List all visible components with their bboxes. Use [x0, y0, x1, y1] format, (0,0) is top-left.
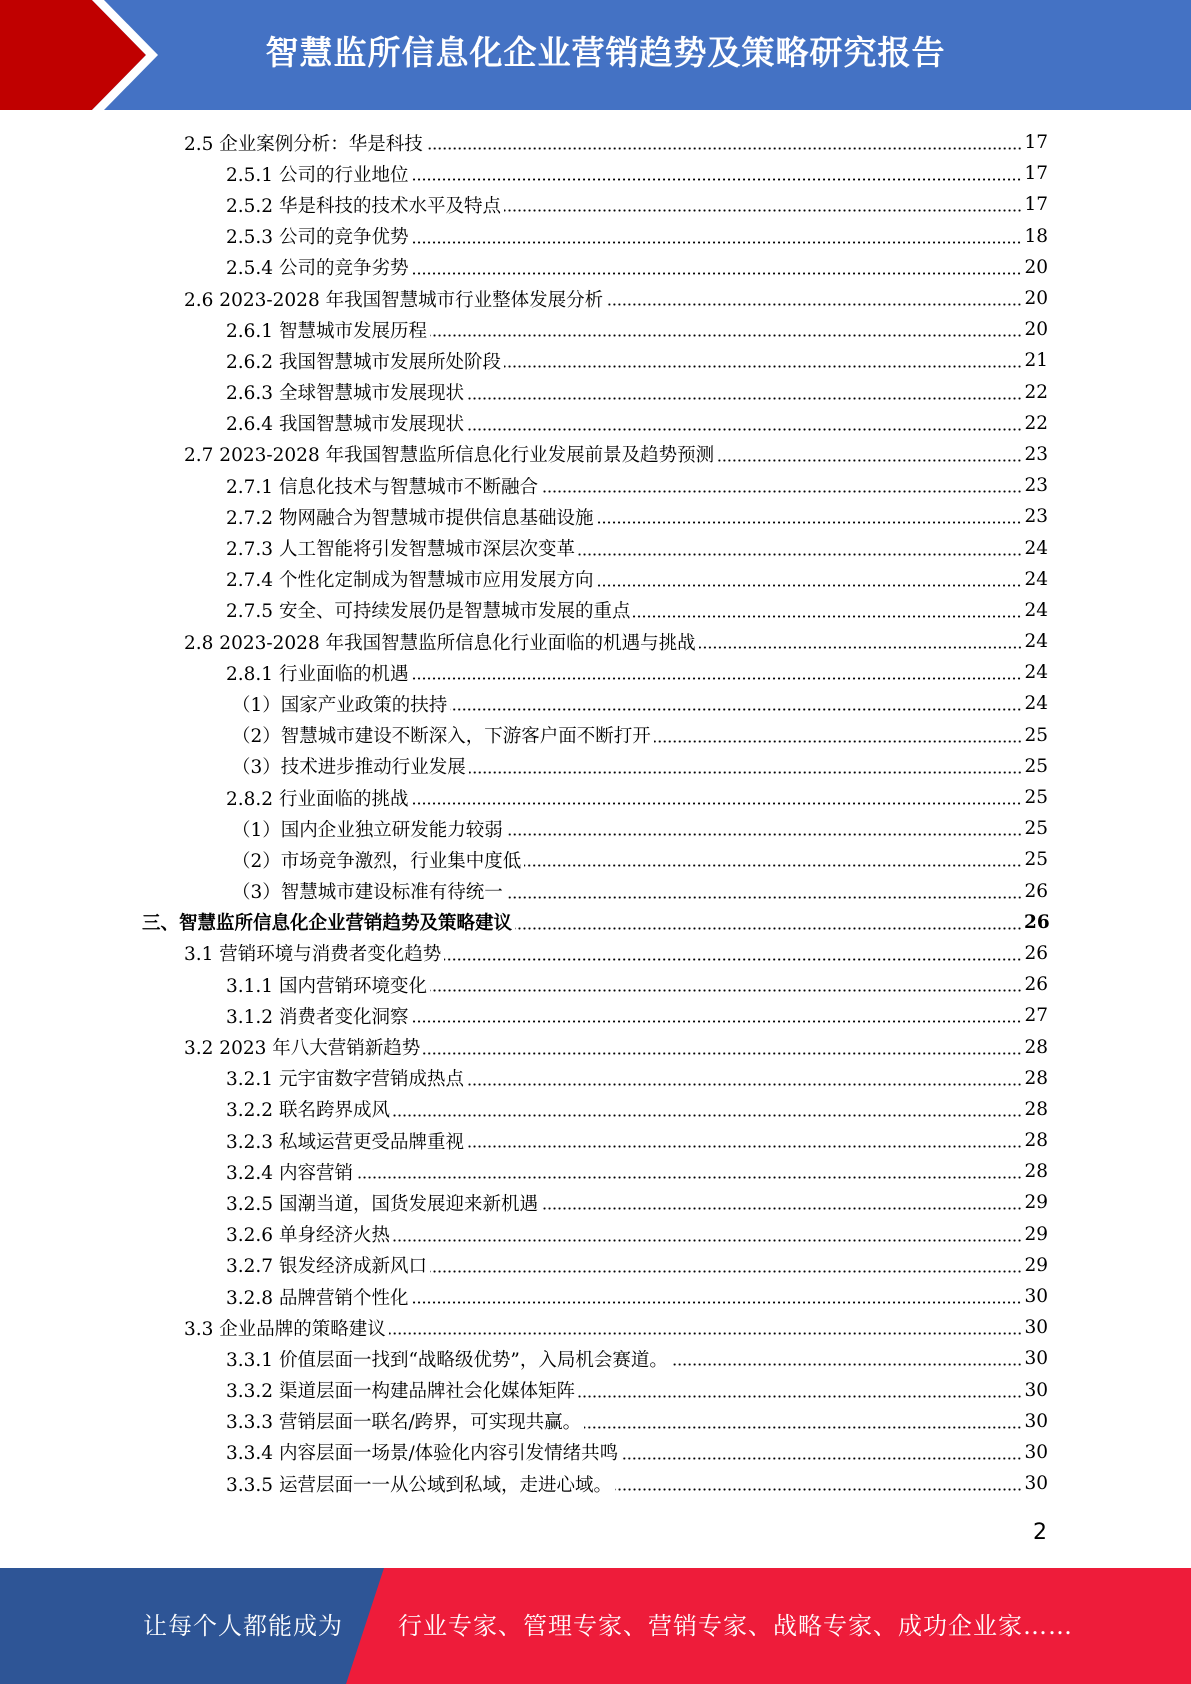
toc-dot-leader [467, 1082, 1022, 1087]
toc-dot-leader [717, 458, 1022, 463]
toc-entry-title: 3.2.8 品牌营销个性化 [226, 1287, 409, 1309]
toc-entry-title: 2.5.4 公司的竞争劣势 [226, 258, 409, 280]
toc-dot-leader [467, 1144, 1022, 1149]
toc-dot-leader [426, 146, 1022, 151]
toc-entry-title: 2.7.3 人工智能将引发智慧城市深层次变革 [226, 539, 575, 561]
toc-dot-leader [506, 832, 1022, 837]
toc-entry-page: 24 [1024, 631, 1048, 653]
toc-dot-leader [654, 739, 1022, 744]
toc-entry[interactable] [0, 813, 1191, 844]
toc-entry-page: 28 [1024, 1036, 1048, 1058]
toc-entry-title: 2.5.3 公司的竞争优势 [226, 227, 409, 249]
toc-entry[interactable] [0, 408, 1191, 439]
toc-entry-page: 30 [1024, 1473, 1048, 1495]
toc-entry-title: 3.2.1 元宇宙数字营销成热点 [226, 1069, 464, 1091]
toc-dot-leader [411, 801, 1022, 806]
toc-dot-leader [621, 1456, 1022, 1461]
toc-entry-title: 3.2.2 联名跨界成风 [226, 1100, 390, 1122]
toc-entry[interactable] [0, 1000, 1191, 1031]
toc-entry-title: 3.1.1 国内营销环境变化 [226, 975, 427, 997]
toc-entry-page: 25 [1024, 724, 1048, 746]
toc-entry-page: 17 [1024, 132, 1048, 154]
toc-entry-page: 30 [1024, 1286, 1048, 1308]
page-number: 2 [1033, 1520, 1047, 1545]
toc-entry[interactable] [0, 283, 1191, 314]
toc-entry[interactable] [0, 470, 1191, 501]
toc-entry-page: 21 [1024, 350, 1048, 372]
toc-entry-title: 3.3.2 渠道层面一构建品牌社会化媒体矩阵 [226, 1381, 575, 1403]
toc-entry-title: 3.3.4 内容层面一场景/体验化内容引发情绪共鸣 [226, 1443, 619, 1465]
toc-entry-page: 17 [1024, 194, 1048, 216]
toc-dot-leader [389, 1331, 1022, 1336]
toc-entry-title: 3.1.2 消费者变化洞察 [226, 1006, 409, 1028]
toc-entry[interactable] [0, 189, 1191, 220]
toc-entry[interactable] [0, 876, 1191, 907]
toc-entry-title: 2.6.1 智慧城市发展历程 [226, 320, 427, 342]
toc-dot-leader [430, 1269, 1022, 1274]
toc-dot-leader [506, 895, 1022, 900]
toc-entry[interactable] [0, 1375, 1191, 1406]
toc-entry[interactable] [0, 938, 1191, 969]
toc-dot-leader [467, 427, 1022, 432]
toc-entry-page: 20 [1024, 288, 1048, 310]
toc-dot-leader [504, 208, 1022, 213]
toc-entry-title: 3.3.3 营销层面一联名/跨界，可实现共赢。 [226, 1412, 582, 1434]
toc-entry-page: 26 [1024, 974, 1048, 996]
page-footer [0, 1568, 1191, 1684]
toc-entry-title: 2.7.1 信息化技术与智慧城市不断融合 [226, 476, 538, 498]
toc-dot-leader [578, 552, 1022, 557]
toc-entry[interactable] [0, 688, 1191, 719]
toc-dot-leader [541, 489, 1022, 494]
toc-entry[interactable] [0, 345, 1191, 376]
toc-entry-title: 2.7.2 物网融合为智慧城市提供信息基础设施 [226, 507, 594, 529]
toc-entry-page: 28 [1024, 1098, 1048, 1120]
toc-entry[interactable] [0, 907, 1191, 938]
toc-dot-leader [411, 240, 1022, 245]
toc-dot-leader [469, 770, 1022, 775]
toc-entry-page: 28 [1024, 1130, 1048, 1152]
toc-entry[interactable] [0, 532, 1191, 563]
toc-dot-leader [578, 1394, 1022, 1399]
toc-dot-leader [671, 1362, 1022, 1367]
toc-dot-leader [633, 614, 1022, 619]
toc-dot-leader [596, 520, 1022, 525]
toc-entry[interactable] [0, 720, 1191, 751]
toc-entry-title: 3.3.1 价值层面一找到“战略级优势”，入局机会赛道。 [226, 1349, 668, 1371]
toc-entry-page: 22 [1024, 412, 1048, 434]
toc-entry-page: 30 [1024, 1441, 1048, 1463]
toc-entry-title: 3.2.4 内容营销 [226, 1162, 353, 1184]
toc-entry-page: 28 [1024, 1161, 1048, 1183]
toc-entry-page: 23 [1024, 443, 1048, 465]
toc-dot-leader [584, 1425, 1022, 1430]
toc-dot-leader [699, 645, 1022, 650]
toc-entry-title: （3）技术进步推动行业发展 [232, 757, 466, 779]
toc-entry-page: 25 [1024, 787, 1048, 809]
toc-entry-page: 24 [1024, 662, 1048, 684]
toc-entry-page: 18 [1024, 225, 1048, 247]
toc-entry-title: 2.7.5 安全、可持续发展仍是智慧城市发展的重点 [226, 601, 631, 623]
toc-entry[interactable] [0, 439, 1191, 470]
toc-entry-title: （2）智慧城市建设不断深入，下游客户面不断打开 [232, 726, 651, 748]
toc-entry-title: 3.2.5 国潮当道，国货发展迎来新机遇 [226, 1193, 538, 1215]
toc-dot-leader [411, 1019, 1022, 1024]
toc-entry-title: 2.6.4 我国智慧城市发展现状 [226, 414, 464, 436]
toc-entry-page: 30 [1024, 1410, 1048, 1432]
toc-entry[interactable] [0, 564, 1191, 595]
toc-entry-page: 26 [1024, 942, 1048, 964]
toc-entry-page: 29 [1024, 1192, 1048, 1214]
toc-entry-page: 24 [1024, 568, 1048, 590]
toc-entry[interactable] [0, 782, 1191, 813]
toc-entry-title: 2.8 2023-2028 年我国智慧监所信息化行业面临的机遇与挑战 [184, 632, 696, 654]
toc-entry-page: 30 [1024, 1348, 1048, 1370]
toc-entry[interactable] [0, 969, 1191, 1000]
toc-entry[interactable] [0, 158, 1191, 189]
toc-dot-leader [515, 926, 1022, 931]
toc-entry-page: 25 [1024, 755, 1048, 777]
toc-dot-leader [524, 863, 1022, 868]
toc-entry[interactable] [0, 1125, 1191, 1156]
toc-dot-leader [541, 1206, 1022, 1211]
toc-entry-page: 24 [1024, 693, 1048, 715]
toc-dot-leader [393, 1113, 1022, 1118]
toc-entry-title: （1）国家产业政策的扶持 [232, 694, 448, 716]
toc-entry-page: 25 [1024, 849, 1048, 871]
toc-entry[interactable] [0, 1187, 1191, 1218]
toc-entry[interactable] [0, 1250, 1191, 1281]
toc-entry-title: （1）国内企业独立研发能力较弱 [232, 819, 503, 841]
toc-entry[interactable] [0, 844, 1191, 875]
toc-entry[interactable] [0, 127, 1191, 158]
toc-dot-leader [411, 676, 1022, 681]
toc-entry-title: 2.8.2 行业面临的挑战 [226, 788, 409, 810]
toc-entry-page: 17 [1024, 163, 1048, 185]
toc-entry-title: 3.2.7 银发经济成新风口 [226, 1256, 427, 1278]
toc-entry-page: 29 [1024, 1254, 1048, 1276]
toc-entry[interactable] [0, 1281, 1191, 1312]
toc-dot-leader [423, 1051, 1022, 1056]
toc-entry[interactable] [0, 1156, 1191, 1187]
toc-entry-page: 30 [1024, 1317, 1048, 1339]
toc-entry-page: 20 [1024, 319, 1048, 341]
toc-entry-title: （3）智慧城市建设标准有待统一 [232, 882, 503, 904]
toc-entry[interactable] [0, 1094, 1191, 1125]
toc-entry-title: 3.2.6 单身经济火热 [226, 1225, 390, 1247]
toc-entry-title: 2.7 2023-2028 年我国智慧监所信息化行业发展前景及趋势预测 [184, 445, 715, 467]
toc-dot-leader [444, 957, 1022, 962]
toc-entry-page: 28 [1024, 1067, 1048, 1089]
toc-entry-title: 2.5 企业案例分析：华是科技 [184, 133, 423, 155]
toc-entry-title: （2）市场竞争激烈，行业集中度低 [232, 850, 522, 872]
footer-slogan-left: 让每个人都能成为 [143, 1612, 343, 1640]
toc-dot-leader [393, 1238, 1022, 1243]
toc-entry[interactable] [0, 657, 1191, 688]
toc-entry-title: 2.6 2023-2028 年我国智慧城市行业整体发展分析 [184, 289, 604, 311]
toc-entry-title: 3.3 企业品牌的策略建议 [184, 1318, 386, 1340]
toc-entry-title: 2.7.4 个性化定制成为智慧城市应用发展方向 [226, 570, 594, 592]
toc-entry-title: 3.3.5 运营层面一一从公域到私域，走进心域。 [226, 1474, 612, 1496]
toc-entry-title: 三、智慧监所信息化企业营销趋势及策略建议 [142, 913, 513, 935]
toc-entry-title: 2.5.2 华是科技的技术水平及特点 [226, 195, 501, 217]
footer-slogan-right: 行业专家、管理专家、营销专家、战略专家、成功企业家…… [398, 1612, 1073, 1640]
toc-dot-leader [430, 333, 1022, 338]
toc-entry-page: 23 [1024, 475, 1048, 497]
toc-entry[interactable] [0, 595, 1191, 626]
toc-entry[interactable] [0, 626, 1191, 657]
toc-entry-title: 2.8.1 行业面临的机遇 [226, 663, 409, 685]
toc-entry-title: 3.2.3 私域运营更受品牌重视 [226, 1131, 464, 1153]
toc-entry-page: 30 [1024, 1379, 1048, 1401]
toc-dot-leader [430, 988, 1022, 993]
toc-dot-leader [615, 1487, 1022, 1492]
toc-entry-page: 29 [1024, 1223, 1048, 1245]
toc-entry[interactable] [0, 221, 1191, 252]
toc-entry-page: 24 [1024, 599, 1048, 621]
toc-entry-title: 2.5.1 公司的行业地位 [226, 164, 409, 186]
toc-entry-page: 24 [1024, 537, 1048, 559]
toc-entry-page: 20 [1024, 256, 1048, 278]
toc-dot-leader [467, 396, 1022, 401]
toc-dot-leader [411, 271, 1022, 276]
toc-entry-page: 26 [1024, 911, 1050, 933]
toc-dot-leader [450, 707, 1022, 712]
toc-entry[interactable] [0, 1468, 1191, 1499]
toc-entry[interactable] [0, 1343, 1191, 1374]
toc-entry[interactable] [0, 252, 1191, 283]
toc-entry[interactable] [0, 1437, 1191, 1468]
toc-entry[interactable] [0, 751, 1191, 782]
toc-entry-page: 25 [1024, 818, 1048, 840]
toc-dot-leader [606, 302, 1022, 307]
toc-dot-leader [411, 1300, 1022, 1305]
toc-entry-title: 3.1 营销环境与消费者变化趋势 [184, 944, 442, 966]
report-title: 智慧监所信息化企业营销趋势及策略研究报告 [265, 33, 946, 72]
toc-dot-leader [411, 177, 1022, 182]
toc-entry-page: 23 [1024, 506, 1048, 528]
toc-entry[interactable] [0, 1312, 1191, 1343]
toc-entry-title: 2.6.3 全球智慧城市发展现状 [226, 383, 464, 405]
page-header [0, 0, 1191, 110]
toc-entry[interactable] [0, 314, 1191, 345]
toc-entry[interactable] [0, 1031, 1191, 1062]
toc-entry-page: 27 [1024, 1005, 1048, 1027]
toc-entry[interactable] [0, 1063, 1191, 1094]
toc-dot-leader [596, 583, 1022, 588]
toc-entry-page: 22 [1024, 381, 1048, 403]
table-of-contents [0, 127, 1191, 1499]
toc-entry-page: 26 [1024, 880, 1048, 902]
toc-entry[interactable] [0, 501, 1191, 532]
toc-entry[interactable] [0, 1219, 1191, 1250]
toc-entry[interactable] [0, 1406, 1191, 1437]
toc-entry[interactable] [0, 377, 1191, 408]
toc-dot-leader [356, 1175, 1022, 1180]
toc-entry-title: 3.2 2023 年八大营销新趋势 [184, 1038, 421, 1060]
toc-dot-leader [504, 364, 1022, 369]
toc-entry-title: 2.6.2 我国智慧城市发展所处阶段 [226, 351, 501, 373]
